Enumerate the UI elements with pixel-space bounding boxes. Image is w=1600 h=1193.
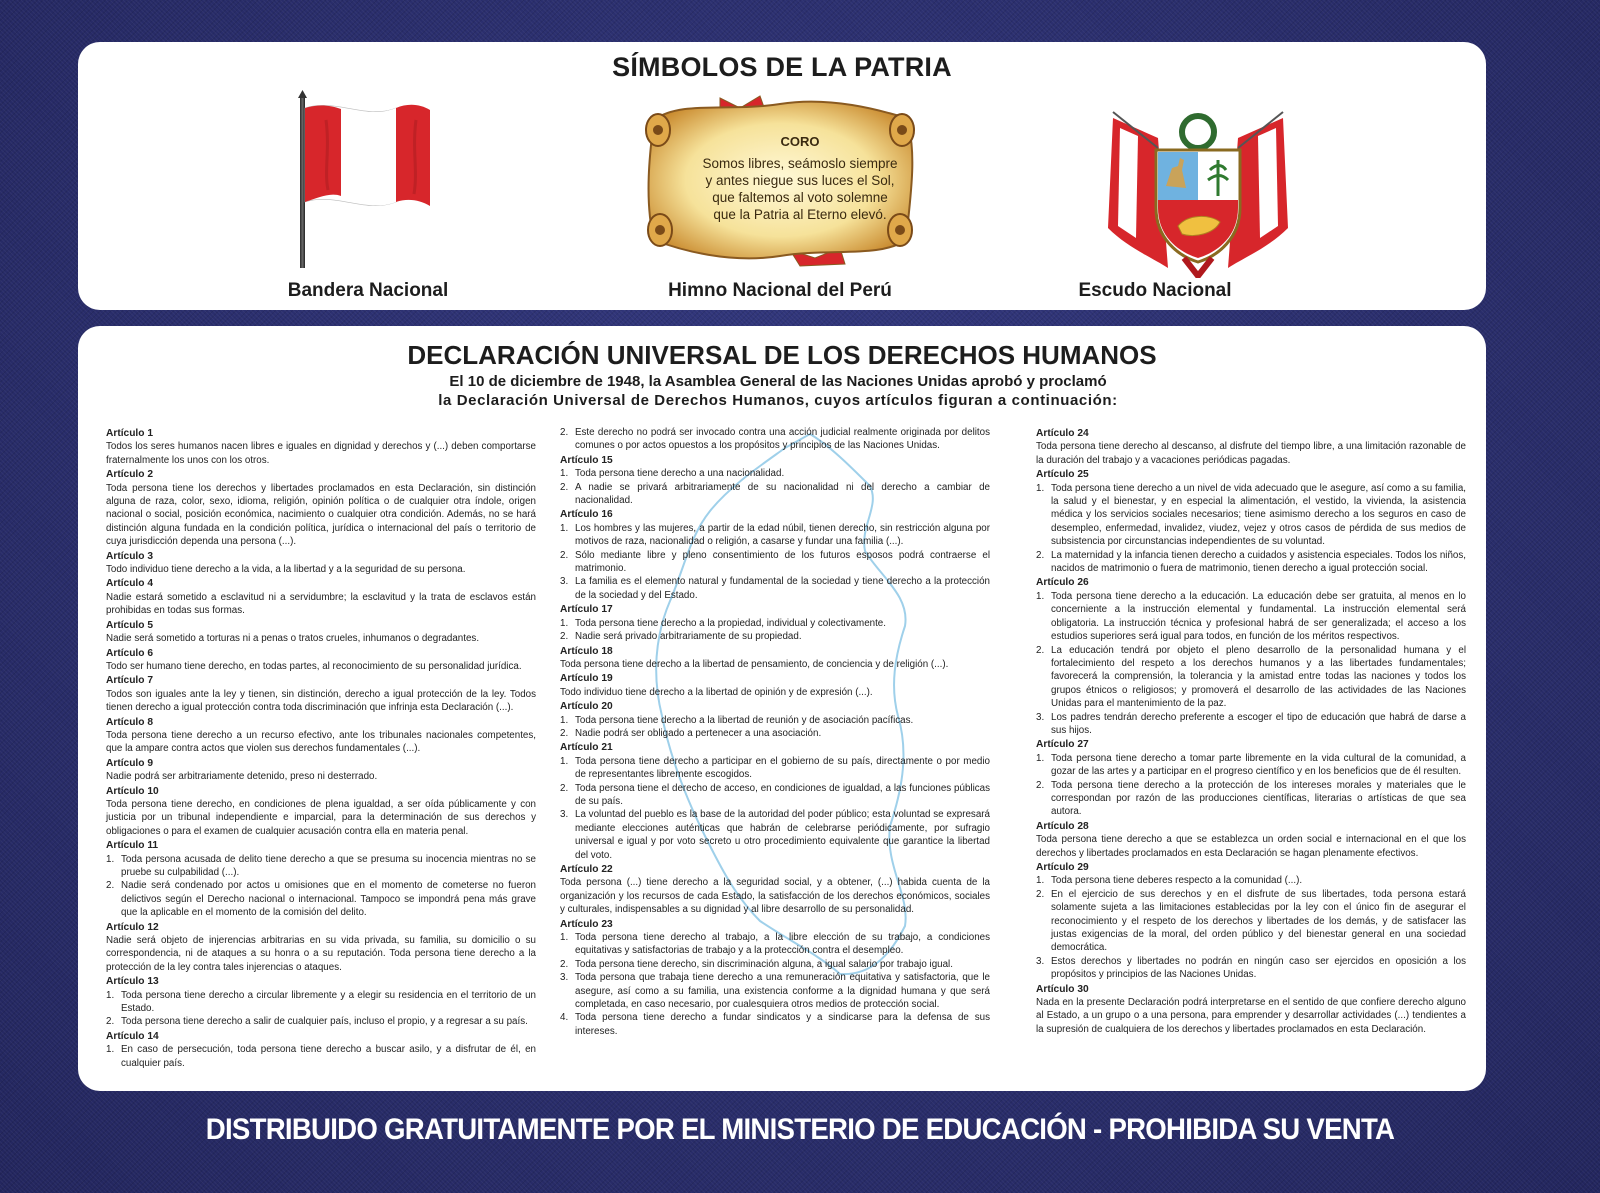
article-item — [560, 931, 990, 958]
article-item-text: Los hombres y las mujeres, a partir de la edad núbil, tienen derecho, sin restricción alguna por motivos de raza, nacionalidad o religión, a casarse y fundar una familia (...). — [575, 522, 990, 548]
article-block — [106, 577, 536, 617]
article-item-number: 1. — [106, 989, 115, 1001]
article-text: Nadie será sometido a torturas ni a penas o tratos crueles, inhumanos o degradantes. — [106, 633, 480, 645]
article-item — [560, 1011, 990, 1038]
article-heading: Artículo 11 — [106, 840, 159, 852]
article-heading: Artículo 26 — [1036, 577, 1089, 589]
articles-column-2 — [560, 426, 990, 1038]
article-item-number: 1. — [106, 853, 115, 865]
article-item — [1036, 888, 1466, 955]
anthem-scroll-illustration — [640, 90, 920, 270]
article-item-number: 2. — [1036, 779, 1045, 791]
article-item-text: La familia es el elemento natural y fundamental de la sociedad y tiene derecho a la protección de la sociedad y del Estado. — [575, 576, 990, 601]
article-item-text: En caso de persecución, toda persona tiene derecho a buscar asilo, y a disfrutar de él, en cualquier país. — [121, 1044, 536, 1069]
article-heading: Artículo 15 — [560, 454, 613, 466]
article-item — [1036, 955, 1466, 982]
article-item — [560, 630, 990, 643]
chorus-title: CORO — [780, 134, 820, 149]
article-heading: Artículo 30 — [1036, 983, 1089, 995]
article-item-number: 1. — [560, 522, 569, 534]
article-text: Toda persona tiene derecho a la libertad de pensamiento, de conciencia y de religión (...). — [560, 658, 949, 670]
article-block — [1036, 427, 1466, 467]
article-item-number: 3. — [560, 809, 569, 821]
declaration-title: DECLARACIÓN UNIVERSAL DE LOS DERECHOS HUMANOS — [407, 340, 1157, 370]
article-item-number: 1. — [1036, 590, 1045, 602]
article-heading: Artículo 4 — [106, 578, 153, 590]
article-item — [560, 958, 990, 971]
article-item — [560, 617, 990, 630]
article-block — [106, 839, 536, 919]
article-block — [106, 757, 536, 784]
coat-of-arms-illustration — [1098, 108, 1298, 278]
article-text: Nadie podrá ser arbitrariamente detenido, preso ni desterrado. — [106, 771, 378, 783]
article-block — [1036, 820, 1466, 860]
article-text: Toda persona tiene derecho a que se establezca un orden social e internacional en el que los derechos y libertades proclamados en esta Declaración se hagan plenamente efectivos. — [1036, 834, 1466, 859]
article-heading: Artículo 22 — [560, 864, 613, 875]
article-heading: Artículo 3 — [106, 550, 153, 562]
article-item-text: La maternidad y la infancia tienen derecho a cuidados y asistencia especiales. Todos los niños, nacidos de matrimonio o fuera de matrimonio, tienen derecho a igual protección social. — [1051, 549, 1466, 575]
article-heading: Artículo 21 — [560, 742, 613, 754]
article-text: Todo individuo tiene derecho a la vida, a la libertad y a la seguridad de su persona. — [106, 564, 466, 576]
article-item — [560, 808, 990, 862]
article-item — [560, 755, 990, 782]
chorus-line: Somos libres, seámoslo siempre — [702, 156, 898, 171]
article-item-text: Toda persona tiene derecho a fundar sindicatos y a sindicarse para la defensa de sus intereses. — [575, 1012, 990, 1037]
article-block — [560, 426, 990, 453]
article-text: Toda persona tiene los derechos y libertades proclamados en esta Declaración, sin distinción alguna de raza, color, sexo, idioma, religión, opinión política o de cualquier otra índole, origen nacional o social, posición económica, nacimiento o cualquier otra condición. Además, no se hará distinción alguna fundada en la condición política, jurídica o internacional del país o territorio de cuya jurisdicción dependa una persona (...). — [106, 482, 536, 548]
article-block — [106, 468, 536, 548]
article-item-number: 2. — [560, 782, 569, 794]
article-item — [560, 575, 990, 602]
article-item-number: 2. — [1036, 644, 1045, 656]
article-item-text: A nadie se privará arbitrariamente de su nacionalidad ni del derecho a cambiar de nacionalidad. — [575, 481, 990, 507]
article-item — [560, 714, 990, 727]
article-item-number: 3. — [560, 972, 569, 984]
footer-notice: DISTRIBUIDO GRATUITAMENTE POR EL MINISTERIO DE EDUCACIÓN - PROHIBIDA SU VENTA — [205, 1113, 1395, 1146]
article-block — [106, 975, 536, 1029]
article-item — [560, 971, 990, 1011]
article-item-number: 1. — [560, 932, 569, 944]
article-block — [1036, 738, 1466, 818]
article-item-text: La educación tendrá por objeto el pleno desarrollo de la personalidad humana y el fortalecimiento del respeto a los derechos humanos y a las libertades fundamentales; favorecerá la comprensión, la tolerancia y la amistad entre todas las naciones y todos los grupos étnicos o religiosos; y promoverá el desarrollo de las actividades de las Naciones Unidas para el mantenimiento de la paz. — [1051, 644, 1466, 710]
article-item-text: La voluntad del pueblo es la base de la autoridad del poder público; esta voluntad se expresará mediante elecciones auténticas que habrán de celebrarse periódicamente, por sufragio universal e igual y por voto secreto u otro procedimiento equivalente que garantice la libertad del voto. — [575, 809, 990, 861]
chorus-line: que faltemos al voto solemne — [712, 190, 888, 205]
article-item-text: Toda persona tiene derecho a tomar parte libremente en la vida cultural de la comunidad, a gozar de las artes y a participar en el progreso científico y en los beneficios que de él resulten. — [1051, 752, 1466, 778]
article-item-text: Sólo mediante libre y pleno consentimiento de los futuros esposos podrá contraerse el matrimonio. — [575, 549, 990, 575]
article-heading: Artículo 28 — [1036, 820, 1089, 832]
article-item-number: 3. — [1036, 955, 1045, 967]
article-item — [106, 1043, 536, 1070]
article-item-text: Toda persona tiene deberes respecto a la comunidad (...). — [1051, 875, 1303, 887]
article-item-text: Toda persona tiene derecho a la educación. La educación debe ser gratuita, al menos en lo concerniente a la instrucción elemental y fundamental. La instrucción elemental será obligatoria. La instrucción técnica y profesional habrá de ser generalizada; el acceso a los estudios superiores será igual para todos, en función de los méritos respectivos. — [1051, 590, 1466, 643]
article-item-number: 2. — [560, 631, 569, 643]
article-item-number: 3. — [560, 576, 569, 588]
article-item — [1036, 779, 1466, 819]
article-item-number: 1. — [1036, 875, 1045, 887]
article-text: Toda persona (...) tiene derecho a la seguridad social, y a obtener, (...) habida cuenta de la organización y los recursos de cada Estado, la satisfacción de los derechos económicos, sociales y culturales, indispensables a su dignidad y al libre desarrollo de su personalidad. — [560, 877, 990, 916]
article-block — [106, 427, 536, 467]
article-heading: Artículo 8 — [106, 716, 153, 728]
article-heading: Artículo 13 — [106, 976, 159, 988]
article-text: Todos son iguales ante la ley y tienen, sin distinción, derecho a igual protección de la ley. Todos tienen derecho a igual protección contra toda discriminación que infrinja esta Declaración (...). — [106, 688, 536, 714]
chorus-line: y antes niegue sus luces el Sol, — [705, 173, 895, 188]
article-block — [560, 645, 990, 672]
article-block — [1036, 468, 1466, 575]
article-item-number: 1. — [1036, 482, 1045, 494]
article-item-text: Toda persona tiene derecho a la protección de los intereses morales y materiales que le correspondan por razón de las producciones científicas, literarias o artísticas de que sea autora. — [1051, 779, 1466, 818]
article-item-text: Toda persona tiene el derecho de acceso, en condiciones de igualdad, a las funciones públicas de su país. — [575, 782, 990, 807]
article-item-number: 2. — [106, 880, 115, 892]
article-block — [560, 863, 990, 917]
articles-column-3 — [1036, 426, 1466, 1036]
article-item — [106, 853, 536, 880]
article-item — [1036, 549, 1466, 576]
article-item — [560, 522, 990, 549]
article-text: Nadie será objeto de injerencias arbitrarias en su vida privada, su familia, su domicilio o su correspondencia, ni de ataques a su honra o a su reputación. Toda persona tiene derecho a la protección de la ley contra tales injerencias o ataques. — [106, 935, 536, 973]
article-item-text: En el ejercicio de sus derechos y en el disfrute de sus libertades, toda persona estará solamente sujeta a las limitaciones establecidas por la ley con el único fin de asegurar el reconocimiento y el respeto de los derechos y libertades de los demás, y de satisfacer las justas exigencias de la moral, del orden público y del bienestar general en una sociedad democrática. — [1051, 888, 1466, 954]
article-item-text: Estos derechos y libertades no podrán en ningún caso ser ejercidos en oposición a los propósitos y principios de las Naciones Unidas. — [1051, 955, 1466, 981]
article-item-number: 2. — [560, 549, 569, 561]
article-item-text: Toda persona acusada de delito tiene derecho a que se presuma su inocencia mientras no se pruebe su culpabilidad (...). — [121, 853, 536, 878]
article-heading: Artículo 20 — [560, 701, 613, 713]
article-heading: Artículo 12 — [106, 921, 159, 933]
symbols-panel — [78, 42, 1486, 310]
article-heading: Artículo 27 — [1036, 739, 1089, 751]
declaration-intro-line-2: la Declaración Universal de Derechos Humanos, cuyos artículos figuran a continuación: — [438, 392, 1118, 409]
article-item — [1036, 711, 1466, 738]
article-item-number: 3. — [1036, 711, 1045, 723]
article-heading: Artículo 14 — [106, 1030, 159, 1042]
article-item — [560, 549, 990, 576]
article-block — [560, 672, 990, 699]
article-item — [106, 1015, 536, 1028]
symbols-title: SÍMBOLOS DE LA PATRIA — [612, 52, 952, 82]
article-item-number: 2. — [560, 427, 569, 438]
article-item-number: 1. — [560, 617, 569, 629]
declaration-panel — [78, 326, 1486, 1091]
article-item — [1036, 482, 1466, 549]
article-item-text: Los padres tendrán derecho preferente a escoger el tipo de educación que habrá de darse a sus hijos. — [1051, 711, 1466, 736]
article-item-text: Toda persona tiene derecho a salir de cualquier país, incluso el propio, y a regresar a su país. — [121, 1016, 528, 1028]
article-block — [560, 603, 990, 643]
article-heading: Artículo 10 — [106, 785, 159, 797]
article-heading: Artículo 25 — [1036, 469, 1089, 481]
article-text: Todo ser humano tiene derecho, en todas partes, al reconocimiento de su personalidad jurídica. — [106, 660, 522, 672]
article-item — [106, 879, 536, 919]
anthem-label: Himno Nacional del Perú — [668, 280, 892, 301]
article-item-number: 4. — [560, 1012, 569, 1024]
article-block — [1036, 983, 1466, 1037]
article-item — [560, 426, 990, 453]
article-item — [560, 727, 990, 740]
article-item-text: Toda persona tiene derecho a participar en el gobierno de su país, directamente o por medio de representantes libremente escogidos. — [575, 755, 990, 781]
article-item-number: 2. — [1036, 888, 1045, 900]
article-item-number: 2. — [560, 481, 569, 493]
article-item-number: 2. — [1036, 549, 1045, 561]
article-item-text: Toda persona tiene derecho a la libertad de reunión y de asociación pacíficas. — [575, 714, 914, 726]
article-item-number: 2. — [560, 958, 569, 970]
article-item-number: 2. — [106, 1016, 115, 1028]
article-item-text: Toda persona tiene derecho, sin discriminación alguna, a igual salario por trabajo igual. — [575, 958, 953, 970]
article-item-number: 2. — [560, 727, 569, 739]
article-block — [560, 508, 990, 602]
article-text: Toda persona tiene derecho a un recurso efectivo, ante los tribunales nacionales competentes, que la ampare contra actos que violen sus derechos fundamentales (...). — [106, 729, 536, 755]
article-item-text: Toda persona tiene derecho a la propiedad, individual y colectivamente. — [575, 617, 886, 629]
article-heading: Artículo 9 — [106, 757, 153, 769]
article-heading: Artículo 18 — [560, 645, 613, 657]
article-heading: Artículo 6 — [106, 647, 153, 659]
anthem-chorus — [700, 134, 900, 223]
flag-label: Bandera Nacional — [287, 280, 449, 301]
article-item — [560, 782, 990, 809]
article-block — [560, 741, 990, 862]
article-heading: Artículo 5 — [106, 619, 153, 631]
article-heading: Artículo 7 — [106, 675, 153, 687]
article-text: Todo individuo tiene derecho a la libertad de opinión y de expresión (...). — [560, 686, 873, 698]
article-item-text: Toda persona tiene derecho a circular libremente y a elegir su residencia en el territorio de un Estado. — [121, 989, 536, 1015]
article-heading: Artículo 29 — [1036, 862, 1089, 873]
article-item-text: Toda persona tiene derecho a una nacionalidad. — [575, 468, 785, 480]
article-heading: Artículo 2 — [106, 469, 153, 481]
article-block — [1036, 576, 1466, 737]
article-item — [1036, 590, 1466, 644]
article-text: Toda persona tiene derecho al descanso, al disfrute del tiempo libre, a una limitación razonable de la duración del trabajo y a vacaciones periódicas pagadas. — [1036, 441, 1466, 466]
article-block — [560, 918, 990, 1039]
article-block — [106, 785, 536, 839]
article-item — [1036, 874, 1466, 887]
article-heading: Artículo 23 — [560, 918, 613, 930]
article-text: Toda persona tiene derecho, en condiciones de plena igualdad, a ser oída públicamente y con justicia por un tribunal independiente e imparcial, para la determinación de sus derechos y obligaciones o para el examen de cualquier acusación contra ella en materia penal. — [106, 798, 536, 837]
article-item — [1036, 644, 1466, 711]
article-item-text: Nadie será privado arbitrariamente de su propiedad. — [575, 631, 802, 643]
article-block — [1036, 861, 1466, 982]
coat-of-arms-label: Escudo Nacional — [1078, 280, 1232, 301]
article-block — [560, 700, 990, 740]
article-item — [560, 481, 990, 508]
declaration-intro-line-1: El 10 de diciembre de 1948, la Asamblea General de las Naciones Unidas aprobó y proclamó — [449, 373, 1107, 390]
article-item-number: 1. — [106, 1044, 115, 1056]
article-block — [106, 1030, 536, 1070]
article-block — [106, 647, 536, 674]
article-item-text: Nadie será condenado por actos u omisiones que en el momento de cometerse no fueron delictivos según el Derecho nacional o internacional. Tampoco se impondrá pena más grave que la aplicable en el momento de la comisión del delito. — [121, 880, 536, 919]
article-item — [560, 467, 990, 480]
article-text: Nada en la presente Declaración podrá interpretarse en el sentido de que confiere derecho alguno al Estado, a un grupo o a una persona, para emprender y desarrollar actividades (...) tendientes a la supresión de cualquiera de los derechos y libertades proclamados en esta Declaración. — [1036, 997, 1466, 1035]
article-item-text: Toda persona tiene derecho al trabajo, a la libre elección de su trabajo, a condiciones equitativas y satisfactorias de trabajo y a la protección contra el desempleo. — [575, 932, 990, 957]
article-block — [106, 716, 536, 756]
article-item-number: 1. — [560, 468, 569, 480]
article-block — [560, 454, 990, 508]
article-block — [106, 550, 536, 577]
article-block — [106, 921, 536, 975]
article-block — [106, 619, 536, 646]
article-item-number: 1. — [560, 714, 569, 726]
article-item — [106, 989, 536, 1016]
articles-column-1 — [106, 426, 536, 1070]
article-item — [1036, 752, 1466, 779]
article-text: Todos los seres humanos nacen libres e iguales en dignidad y derechos y (...) deben comportarse fraternalmente los unos con los otros. — [106, 441, 536, 466]
article-heading: Artículo 24 — [1036, 428, 1089, 439]
article-item-number: 1. — [560, 755, 569, 767]
chorus-line: que la Patria al Eterno elevó. — [713, 207, 887, 222]
article-item-text: Nadie podrá ser obligado a pertenecer a una asociación. — [575, 727, 822, 739]
article-heading: Artículo 19 — [560, 673, 613, 685]
national-flag-illustration — [296, 90, 456, 270]
article-heading: Artículo 17 — [560, 604, 613, 616]
article-item-text: Este derecho no podrá ser invocado contra una acción judicial realmente originada por delitos comunes o por actos opuestos a los propósitos y principios de las Naciones Unidas. — [575, 427, 990, 452]
article-item-number: 1. — [1036, 752, 1045, 764]
article-item-text: Toda persona que trabaja tiene derecho a una remuneración equitativa y satisfactoria, que le asegure, así como a su familia, una existencia conforme a la dignidad humana y que será completada, en caso necesario, por cualesquiera otros medios de protección social. — [575, 972, 990, 1011]
article-item-text: Toda persona tiene derecho a un nivel de vida adecuado que le asegure, así como a su familia, la salud y el bienestar, y en especial la alimentación, el vestido, la vivienda, la asistencia médica y los servicios sociales necesarios; tiene asimismo derecho a los seguros en caso de desempleo, enfermedad, invalidez, viudez, vejez y otros casos de pérdida de sus medios de subsistencia por circunstancias independientes de su voluntad. — [1051, 482, 1466, 548]
article-text: Nadie estará sometido a esclavitud ni a servidumbre; la esclavitud y la trata de esclavos están prohibidas en todas sus formas. — [106, 591, 536, 617]
article-heading: Artículo 16 — [560, 509, 613, 521]
article-heading: Artículo 1 — [106, 428, 153, 439]
article-block — [106, 674, 536, 714]
